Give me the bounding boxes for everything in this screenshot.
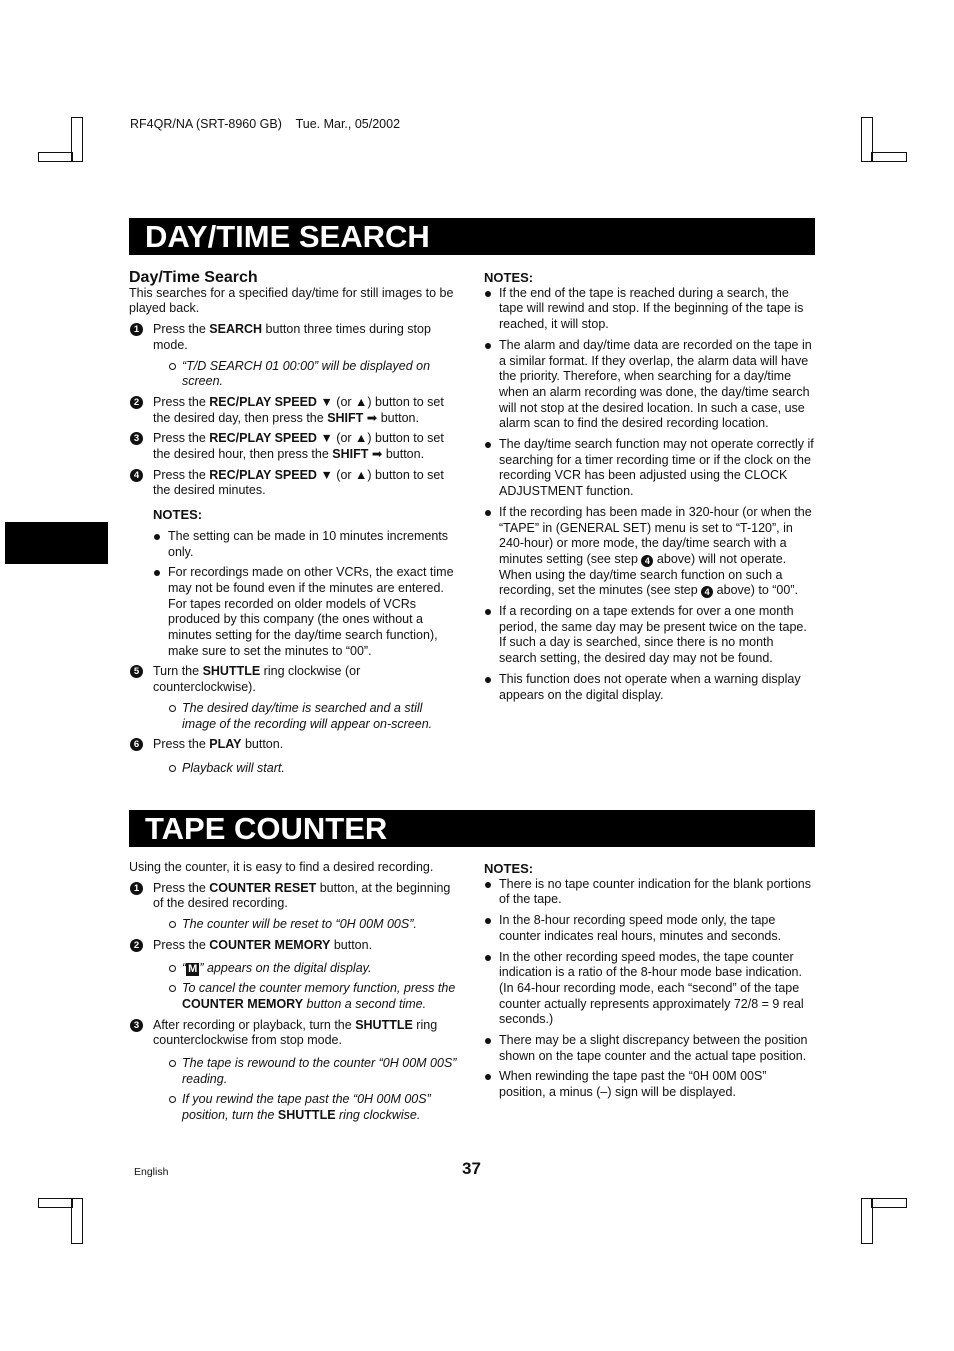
bullet-icon [154,534,160,540]
tape-counter-right-column [484,861,814,1106]
intro-text: This searches for a specified day/time for still images to be played back. [129,285,454,316]
bullet-icon [485,918,491,924]
bullet-icon [485,609,491,615]
step-3-rewind-note: If you rewind the tape past the “0H 00M 00S” position, turn the SHUTTLE ring clockwise. [129,1092,464,1123]
note-item: There is no tape counter indication for the blank portions of the tape. [484,877,814,908]
note-item: If the end of the tape is reached during a search, the tape will rewind and stop. If the beginning of the tape is reached, it will stop. [484,286,814,333]
crop-mark-bottom-left-h [38,1198,73,1208]
notes-heading: NOTES: [484,270,534,285]
step-number: 4 [130,469,143,482]
document-reference: RF4QR/NA (SRT-8960 GB) Tue. Mar., 05/2002 [130,117,401,131]
language-label: English [134,1166,169,1178]
bullet-icon [485,1038,491,1044]
note-item: If the recording has been made in 320-hour (or when the “TAPE” in (GENERAL SET) menu is set to “T-120”, in 240-hour) or more mode, the day/time search with a minutes setting (see step 4 above) will not operate. When using the day/time search function on such a recording, set the minutes (see step 4 above) to “00”. [484,505,814,599]
note-item: If a recording on a tape extends for over a one month period, the same day may be present twice on the tape. If such a day is searched, since there is no month search setting, the desired day may not be found. [484,604,814,667]
step-2-result: “ M ” appears on the digital display. [129,961,464,977]
step-number: 1 [130,323,143,336]
note-item: There may be a slight discrepancy between the position shown on the tape counter and the actual tape position. [484,1033,814,1064]
bullet-icon [485,677,491,683]
crop-mark-bottom-right-h [871,1198,907,1208]
ring-bullet-icon [169,921,176,928]
note-item: The setting can be made in 10 minutes increments only. [153,529,459,560]
note-item: In the 8-hour recording speed mode only, the tape counter indicates real hours, minutes and seconds. [484,913,814,944]
intro-text: Using the counter, it is easy to find a desired recording. [129,860,434,874]
step-number: 6 [130,738,143,751]
crop-mark-top-left-h [38,152,73,162]
bullet-icon [485,291,491,297]
step-number: 5 [130,665,143,678]
section-banner-day-time-search: DAY/TIME SEARCH [129,218,815,255]
ring-bullet-icon [169,1060,176,1067]
step-3-result: The tape is rewound to the counter “0H 00M 00S” reading. [129,1056,464,1087]
step-notes [129,507,459,659]
note-item: The alarm and day/time data are recorded on the tape in a similar format. If they overlap, the alarm data will have the priority. Therefore, when searching for a day/time when an alarm recording was done, the day/time search will not stop at the desired location. In such a case, use alarm scan to find the desired recording location. [484,338,814,432]
step-number: 1 [130,882,143,895]
note-item: The day/time search function may not operate correctly if searching for a timer recording time or if the clock on the recording VCR has been adjusted using the CLOCK ADJUSTMENT function. [484,437,814,500]
ring-bullet-icon [169,1096,176,1103]
page-number: 37 [462,1159,481,1178]
bullet-icon [485,882,491,888]
note-item: In the other recording speed modes, the tape counter indication is a ratio of the 8-hour mode base indication. (In 64-hour recording mode, each “second” of the tape counter actually represents approximately 72/8 = 9 real seconds.) [484,950,814,1029]
bullet-icon [485,1074,491,1080]
notes-heading: NOTES: [153,507,203,523]
ring-bullet-icon [169,705,176,712]
step-5-result: The desired day/time is searched and a still image of the recording will appear on-screen. [129,701,459,732]
day-time-search-left-column [129,270,459,782]
note-item: This function does not operate when a warning display appears on the digital display. [484,672,814,703]
step-5: 5 Turn the SHUTTLE ring clockwise (or counterclockwise). [129,664,459,695]
step-6: 6 Press the PLAY button. [129,737,459,753]
step-3: 3 After recording or playback, turn the SHUTTLE ring counterclockwise from stop mode. [129,1018,464,1049]
bullet-icon [485,343,491,349]
memory-indicator-icon: M [188,962,198,975]
step-number: 2 [130,939,143,952]
bullet-icon [485,442,491,448]
step-number: 3 [130,1019,143,1032]
ring-bullet-icon [169,965,176,972]
notes-heading: NOTES: [484,861,534,876]
step-1: 1 Press the COUNTER RESET button, at the beginning of the desired recording. [129,881,464,912]
step-4: 4 Press the REC/PLAY SPEED ▼ (or ▲) button to set the desired minutes. [129,468,459,499]
crop-mark-bottom-left-v [71,1198,83,1244]
ring-bullet-icon [169,985,176,992]
bullet-icon [154,570,160,576]
step-1: 1 Press the SEARCH button three times during stop mode. [129,322,459,353]
step-3: 3 Press the REC/PLAY SPEED ▼ (or ▲) button to set the desired hour, then press the SHIFT ➡ button. [129,431,459,462]
ring-bullet-icon [169,765,176,772]
bullet-icon [485,510,491,516]
tape-counter-left-column [129,860,464,1129]
step-number: 3 [130,432,143,445]
section-banner-tape-counter: TAPE COUNTER [129,810,815,847]
chapter-tab [5,522,108,564]
crop-mark-top-right-h [871,152,907,162]
note-item: When rewinding the tape past the “0H 00M 00S” position, a minus (–) sign will be displayed. [484,1069,814,1100]
bullet-icon [485,955,491,961]
step-ref-icon: 4 [641,555,653,567]
step-2: 2 Press the REC/PLAY SPEED ▼ (or ▲) button to set the desired day, then press the SHIFT ➡ button. [129,395,459,426]
step-2-cancel-note: To cancel the counter memory function, press the COUNTER MEMORY button a second time. [129,981,464,1012]
note-item: For recordings made on other VCRs, the exact time may not be found even if the minutes are entered. For tapes recorded on older models of VCRs produced by this company (the ones without a minutes setting for the day/time search function), make sure to set the minutes to “00”. [153,565,459,659]
crop-mark-top-left-v [71,117,83,162]
step-6-result: Playback will start. [129,761,459,777]
step-2: 2 Press the COUNTER MEMORY button. [129,938,464,954]
step-ref-icon: 4 [701,586,713,598]
day-time-search-right-column [484,270,814,708]
ring-bullet-icon [169,363,176,370]
subsection-title: Day/Time Search [129,269,258,286]
step-1-result: “T/D SEARCH 01 00:00” will be displayed on screen. [129,359,459,390]
step-number: 2 [130,396,143,409]
step-1-result: The counter will be reset to “0H 00M 00S”. [129,917,464,933]
